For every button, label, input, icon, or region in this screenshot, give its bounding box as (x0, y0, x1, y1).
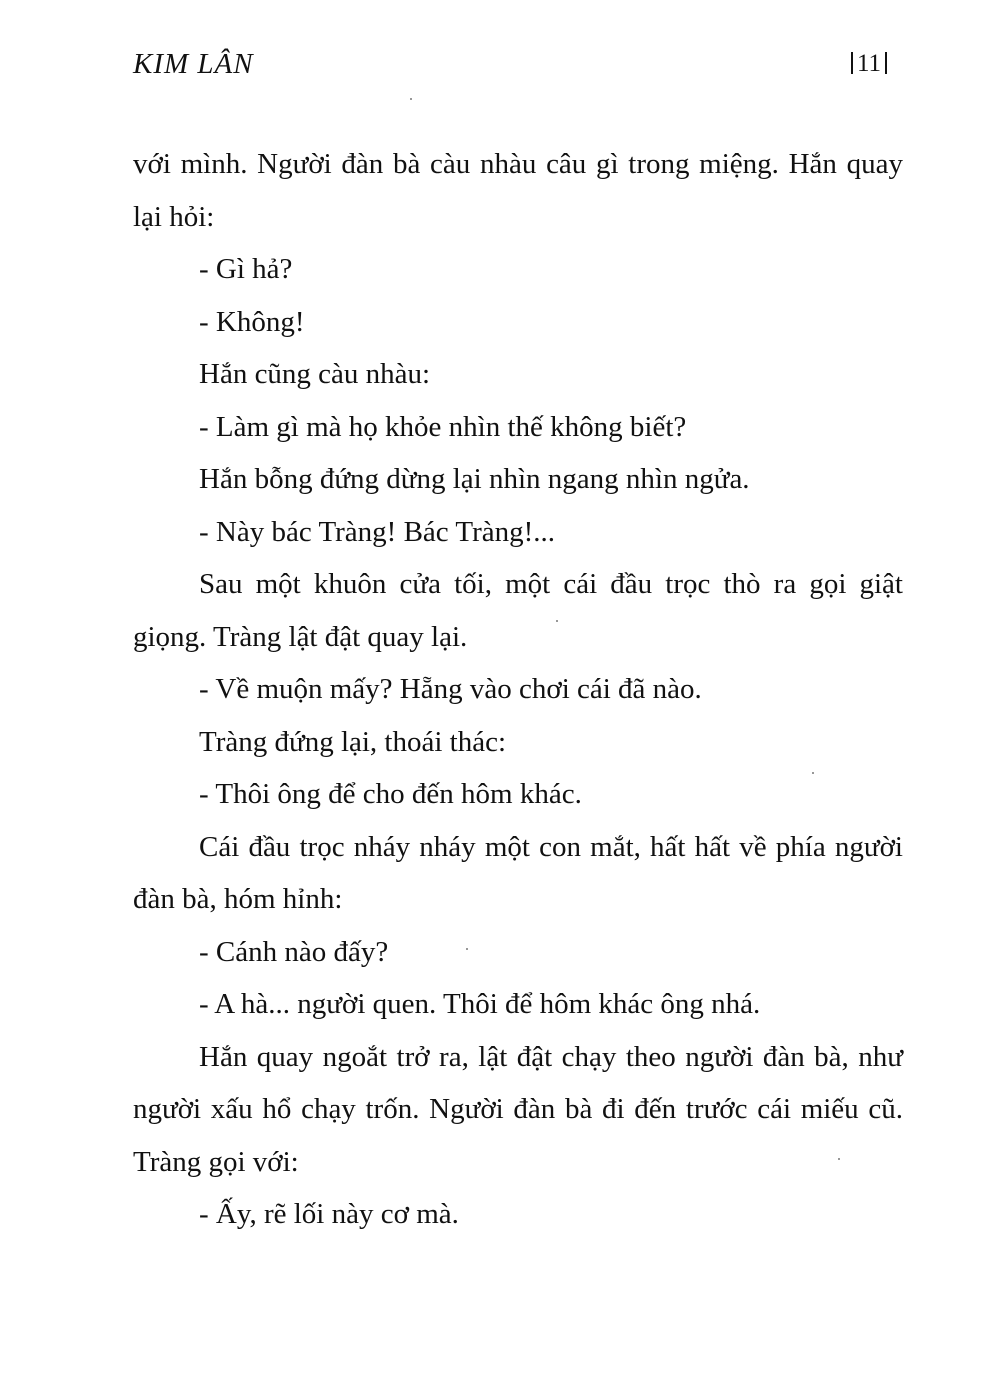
paragraph: - A hà... người quen. Thôi để hôm khác ông nhá. (199, 988, 761, 1020)
scan-speck (838, 1158, 840, 1160)
scan-speck (466, 948, 468, 950)
paragraph: Tràng đứng lại, thoái thác: (199, 725, 507, 758)
page-number-right-rule (885, 52, 887, 74)
paragraph: - Cánh nào đấy? (199, 935, 389, 968)
scan-speck (410, 98, 412, 100)
running-head-author: KIM LÂN (133, 48, 254, 80)
paragraph: - Ấy, rẽ lối này cơ mà. (199, 1198, 459, 1230)
scan-speck (812, 772, 814, 774)
paragraph: - Này bác Tràng! Bác Tràng!... (199, 515, 556, 548)
page-number (839, 46, 899, 82)
paragraph: - Làm gì mà họ khỏe nhìn thế không biết? (199, 410, 687, 443)
page-number-value: 11 (856, 50, 882, 77)
paragraph: Hắn cũng càu nhàu: (199, 358, 431, 390)
body-text (133, 138, 903, 1241)
paragraph: - Thôi ông để cho đến hôm khác. (199, 778, 582, 810)
paragraph: - Gì hả? (199, 253, 293, 285)
paragraph: - Không! (199, 305, 305, 338)
paragraph: Hắn quay ngoắt trở ra, lật đật chạy theo người đàn bà, như người xấu hổ chạy trốn. Người đàn bà đi đến trước cái miếu cũ. Tràng gọi với: (133, 1040, 903, 1178)
scan-speck (556, 620, 558, 622)
paragraph: Hắn bỗng đứng dừng lại nhìn ngang nhìn ngửa. (199, 463, 750, 495)
paragraph: - Về muộn mấy? Hẵng vào chơi cái đã nào. (199, 673, 702, 705)
paragraph: Cái đầu trọc nháy nháy một con mắt, hất hất về phía người đàn bà, hóm hỉnh: (133, 830, 903, 915)
paragraph: với mình. Người đàn bà càu nhàu câu gì trong miệng. Hắn quay lại hỏi: (133, 148, 903, 233)
paragraph: Sau một khuôn cửa tối, một cái đầu trọc thò ra gọi giật giọng. Tràng lật đật quay lại. (133, 568, 903, 653)
page-number-left-rule (851, 52, 853, 74)
